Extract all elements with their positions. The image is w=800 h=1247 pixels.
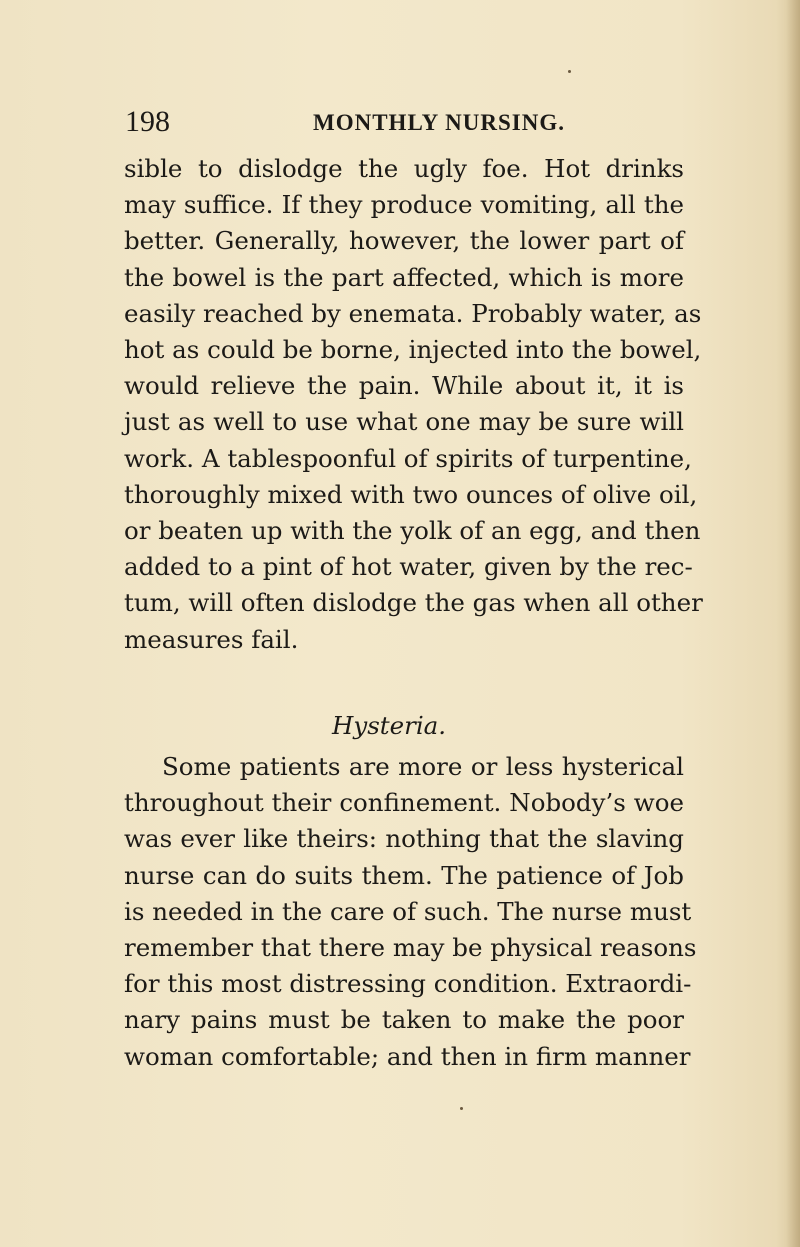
paragraph-flatulence bbox=[124, 151, 703, 658]
paper-speck bbox=[460, 1107, 463, 1110]
page-edge-shadow bbox=[786, 0, 800, 1247]
text-line: hot as could be borne, injected into the bowel, bbox=[124, 335, 702, 365]
text-line: remember that there may be physical reasons bbox=[124, 933, 697, 963]
section-heading-hysteria: Hysteria. bbox=[332, 711, 447, 740]
text-line: easily reached by enemata. Probably water, as bbox=[124, 298, 702, 328]
text-line: or beaten up with the yolk of an egg, and then bbox=[124, 516, 701, 546]
text-line: work. A tablespoonful of spirits of turpentine, bbox=[124, 443, 692, 473]
text-line: sible to dislodge the ugly foe. Hot drinks bbox=[124, 154, 684, 183]
text-line: nary pains must be taken to make the poor bbox=[124, 1005, 684, 1035]
running-head: MONTHLY NURSING. bbox=[313, 110, 565, 135]
text-line: throughout their confinement. Nobody’s woe bbox=[124, 788, 684, 818]
paragraph-hysteria bbox=[124, 749, 697, 1075]
text-line: added to a pint of hot water, given by the rec- bbox=[124, 552, 693, 582]
text-line: woman comfortable; and then in firm manner bbox=[124, 1041, 691, 1071]
text-line: for this most distressing condition. Extraordi- bbox=[124, 969, 692, 999]
paper-speck bbox=[568, 70, 571, 73]
page-header bbox=[125, 104, 685, 140]
text-line: was ever like theirs: nothing that the slaving bbox=[124, 824, 684, 854]
text-line: measures fail. bbox=[124, 624, 299, 654]
text-line: may suffice. If they produce vomiting, all the bbox=[124, 190, 684, 220]
page-number: 198 bbox=[125, 105, 170, 138]
text-line: just as well to use what one may be sure will bbox=[124, 407, 684, 437]
text-line: Some patients are more or less hysterical bbox=[162, 752, 684, 781]
text-line: the bowel is the part affected, which is more bbox=[124, 262, 684, 292]
text-line: tum, will often dislodge the gas when all other bbox=[124, 588, 703, 618]
text-line: nurse can do suits them. The patience of Job bbox=[124, 860, 684, 890]
text-line: is needed in the care of such. The nurse must bbox=[124, 896, 692, 926]
text-line: would relieve the pain. While about it, it is bbox=[124, 371, 684, 401]
text-line: better. Generally, however, the lower part of bbox=[124, 226, 684, 256]
text-line: thoroughly mixed with two ounces of olive oil, bbox=[124, 479, 698, 509]
